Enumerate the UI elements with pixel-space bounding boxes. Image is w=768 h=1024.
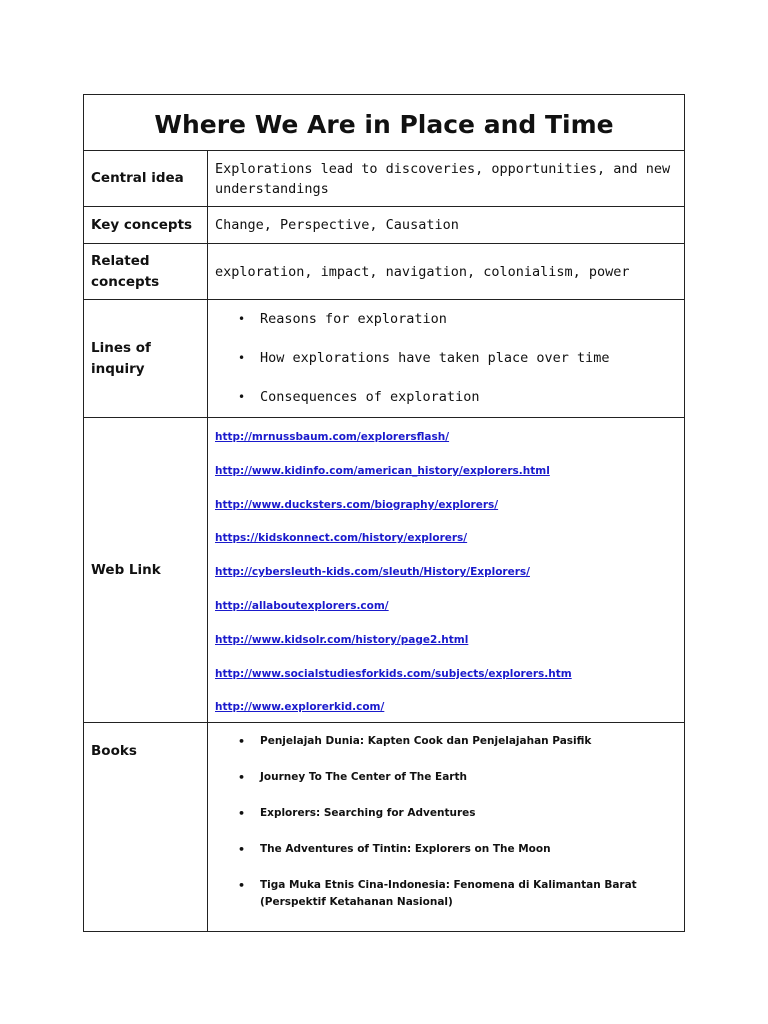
list-item [208,519,684,553]
list-item [208,418,684,452]
web-link-row [84,418,685,723]
list-item [208,486,684,520]
list-item: • The Adventures of Tintin: Explorers on The Moon [208,841,684,877]
related-concepts-row [84,244,685,300]
unit-planner-table [83,94,685,932]
related-concepts-value: exploration, impact, navigation, colonialism, power [208,244,685,300]
web-link-allaboutexplorers[interactable]: http://allaboutexplorers.com/ [215,599,389,612]
list-item [208,655,684,689]
web-link-socialstudiesforkids[interactable]: http://www.socialstudiesforkids.com/subjects/explorers.htm [215,667,572,680]
books-cell [208,723,685,932]
inquiry-list [208,300,684,417]
page-title: Where We Are in Place and Time [84,95,685,151]
web-link-mrnussbaum[interactable]: http://mrnussbaum.com/explorersflash/ [215,431,450,443]
web-link-label: Web Link [84,418,208,723]
key-concepts-label: Key concepts [84,207,208,244]
books-list [208,723,684,911]
key-concepts-value: Change, Perspective, Causation [208,207,685,244]
list-item: • Reasons for exploration [208,300,684,339]
list-item [208,621,684,655]
web-link-kidsolr[interactable]: http://www.kidsolr.com/history/page2.html [215,633,469,646]
web-link-ducksters[interactable]: http://www.ducksters.com/biography/explorers/ [215,498,499,511]
web-link-cybersleuth[interactable]: http://cybersleuth-kids.com/sleuth/History/Explorers/ [215,566,530,579]
web-link-kidinfo[interactable]: http://www.kidinfo.com/american_history/explorers.html [215,464,550,477]
list-item [208,688,684,722]
list-item: • Explorers: Searching for Adventures [208,805,684,841]
web-link-cell [208,418,685,723]
list-item: • Penjelajah Dunia: Kapten Cook dan Penjelajahan Pasifik [208,733,684,769]
list-item: • Journey To The Center of The Earth [208,769,684,805]
list-item: • How explorations have taken place over time [208,339,684,378]
books-row [84,723,685,932]
related-concepts-label: Related concepts [84,244,208,300]
books-label: Books [84,723,208,932]
title-row [84,95,685,151]
key-concepts-row [84,207,685,244]
web-link-explorerkid[interactable]: http://www.explorerkid.com/ [215,701,385,714]
list-item [208,587,684,621]
central-idea-row [84,151,685,207]
lines-of-inquiry-cell [208,300,685,418]
central-idea-label: Central idea [84,151,208,207]
web-link-list [208,418,684,722]
list-item: • Consequences of exploration [208,378,684,417]
list-item [208,553,684,587]
lines-of-inquiry-row [84,300,685,418]
lines-of-inquiry-label: Lines of inquiry [84,300,208,418]
web-link-kidskonnect[interactable]: https://kidskonnect.com/history/explorers/ [215,532,468,545]
list-item: • Tiga Muka Etnis Cina-Indonesia: Fenomena di Kalimantan Barat (Perspektif Ketahanan Nasional) [208,877,684,911]
list-item [208,452,684,486]
central-idea-value: Explorations lead to discoveries, opportunities, and new understandings [208,151,685,207]
